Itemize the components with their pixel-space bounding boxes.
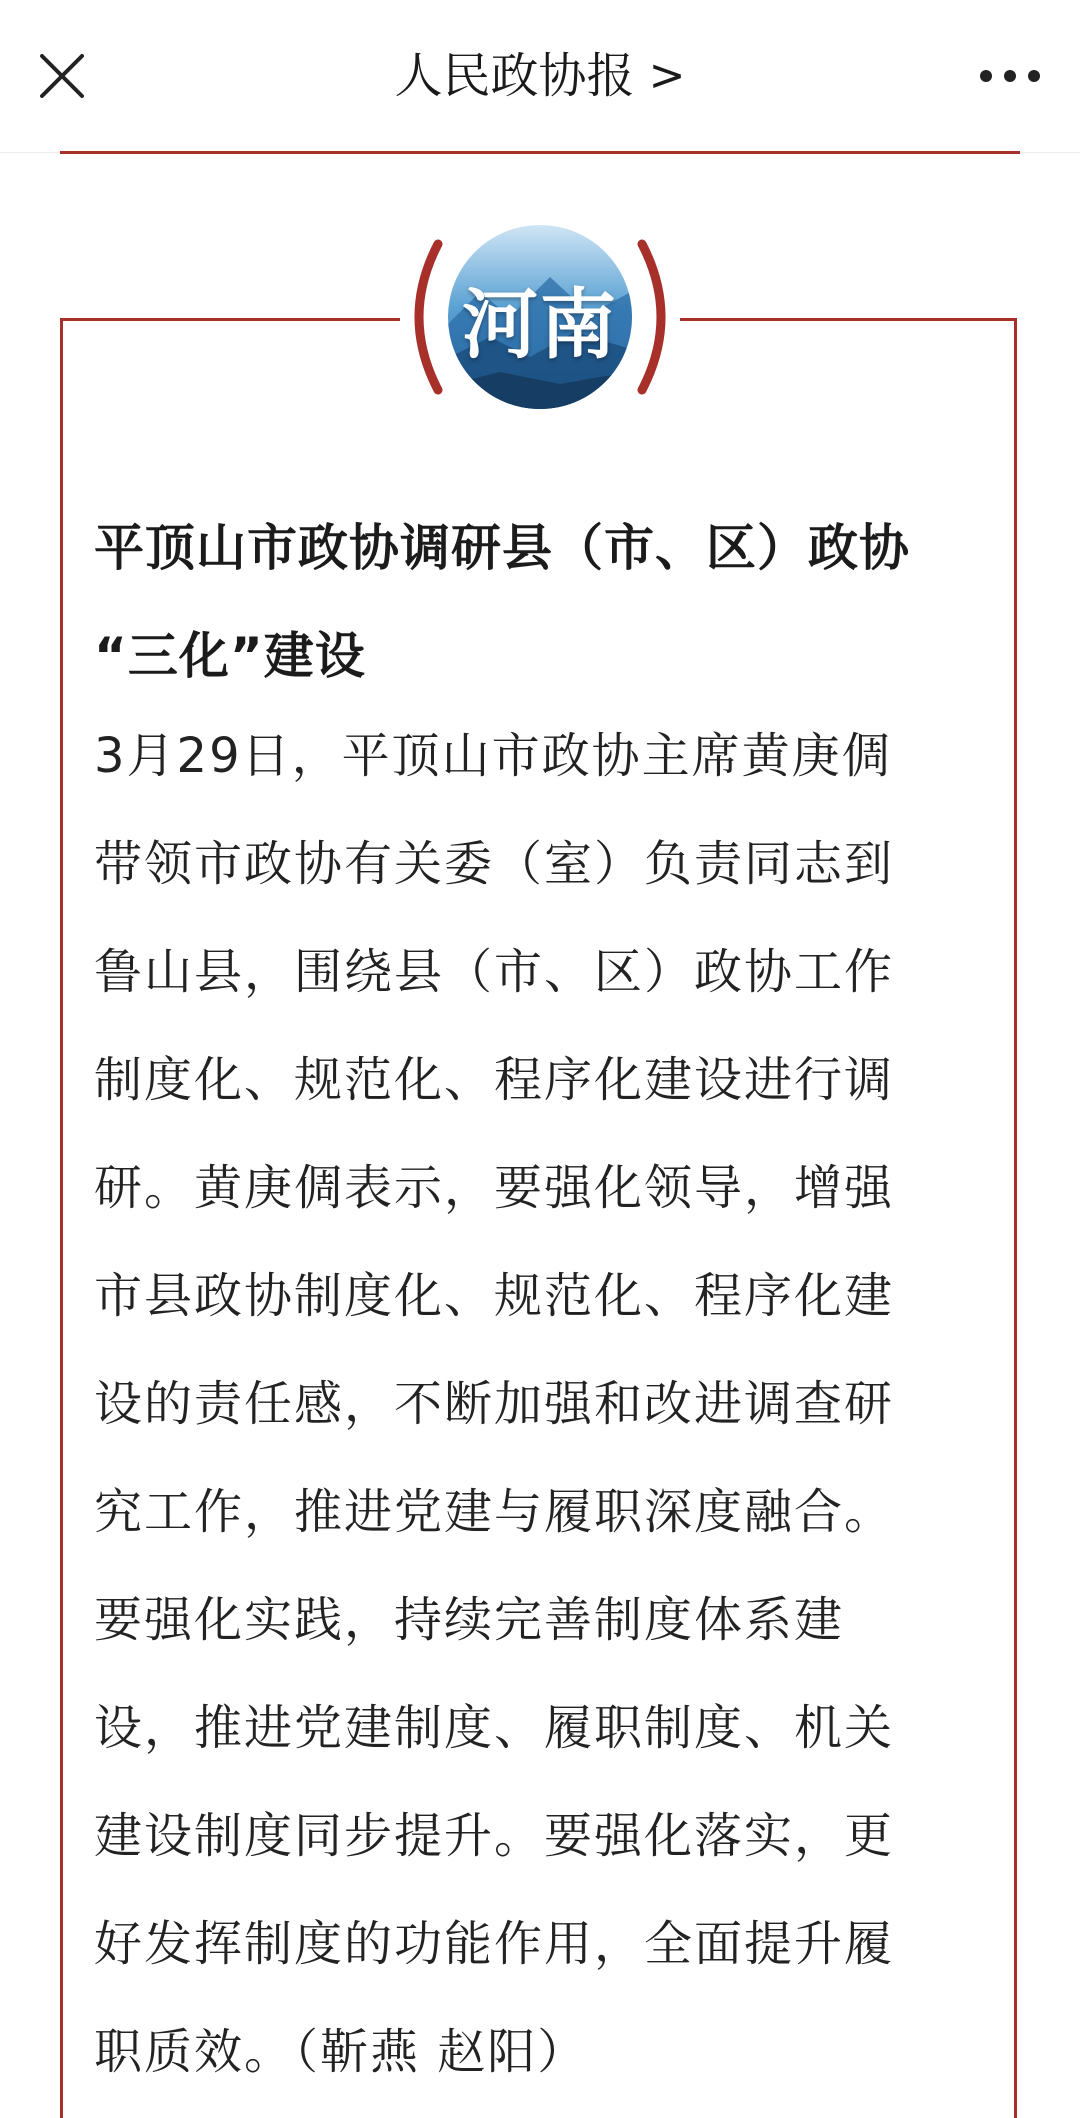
- top-navbar: [0, 0, 1080, 153]
- body-line: 鲁山县，围绕县（市、区）政协工作: [94, 944, 895, 1000]
- body-line: 研。黄庚倜表示，要强化领导，增强: [94, 1160, 895, 1216]
- body-line: 究工作，推进党建与履职深度融合。: [94, 1484, 895, 1540]
- body-line: 要强化实践，持续完善制度体系建: [94, 1592, 845, 1648]
- region-label: 河南: [462, 280, 618, 369]
- body-line: 制度化、规范化、程序化建设进行调: [94, 1052, 895, 1108]
- headline-line: 平顶山市政协调研县（市、区）政协: [94, 519, 910, 577]
- chevron-right-icon: >: [648, 50, 686, 101]
- body-line: 建设制度同步提升。要强化落实，更: [94, 1808, 895, 1864]
- body-line: 设，推进党建制度、履职制度、机关: [94, 1700, 895, 1756]
- body-line: 市县政协制度化、规范化、程序化建: [94, 1268, 895, 1324]
- account-name: 人民政协报: [394, 48, 635, 104]
- headline-line: “三化”建设: [94, 627, 366, 685]
- body-line: 带领市政协有关委（室）负责同志到: [94, 836, 895, 892]
- more-dots-icon[interactable]: [970, 44, 1050, 108]
- region-badge: [400, 222, 680, 412]
- body-line: 3月29日，平顶山市政协主席黄庚倜: [94, 728, 892, 784]
- account-name-link[interactable]: [0, 44, 1080, 108]
- article-headline: [94, 494, 994, 710]
- body-line: 设的责任感，不断加强和改进调查研: [94, 1376, 895, 1432]
- body-line: 好发挥制度的功能作用，全面提升履: [94, 1916, 895, 1972]
- top-divider: [60, 151, 1020, 154]
- article-body: [94, 702, 994, 2106]
- body-line: 职质效。（靳燕 赵阳）: [94, 2024, 588, 2080]
